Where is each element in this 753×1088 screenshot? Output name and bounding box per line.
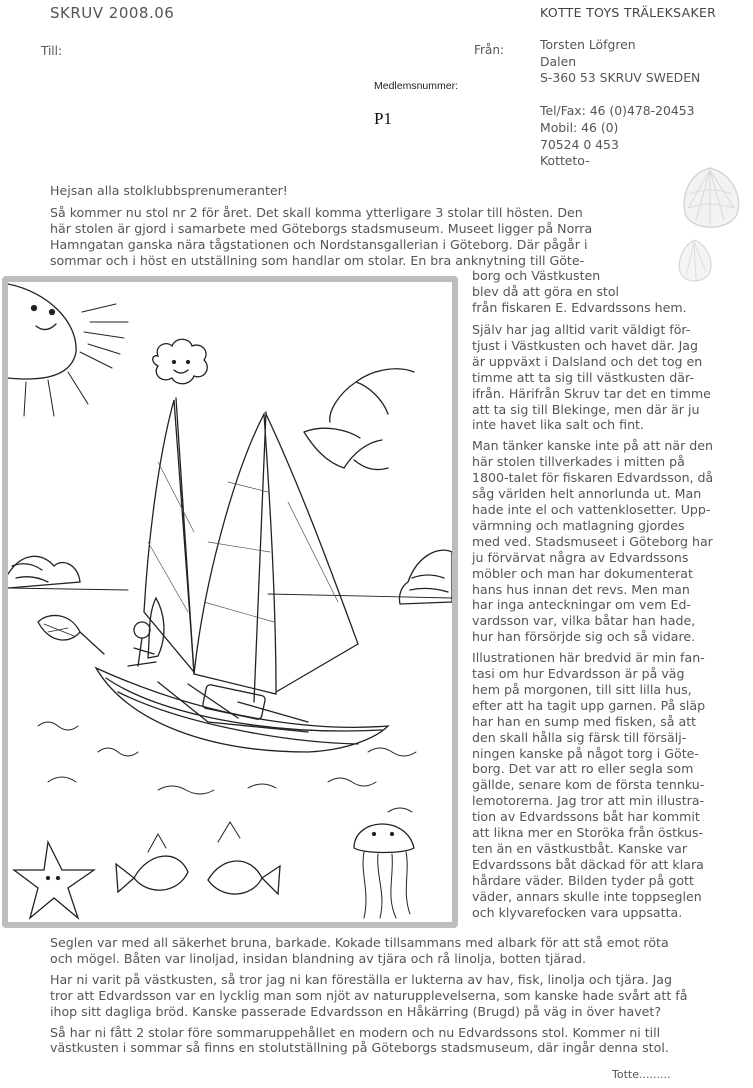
text-line: tion av Edvardssons båt har kommit — [472, 809, 700, 825]
text-line: hem på morgonen, till sitt lilla hus, — [472, 681, 692, 697]
text-line: ju förvärvat några av Edvardssons — [472, 549, 689, 565]
text-line: såg världen helt annorlunda ut. Man — [472, 486, 702, 502]
text-line: hårdare väder. Bilden tyder på gott — [472, 872, 694, 888]
paragraph-smells — [50, 972, 740, 1020]
text-line: har han en sump med fisken, så att — [472, 713, 697, 729]
member-number: P1 — [374, 109, 392, 128]
text-line: väder, annars skulle inte toppseglen — [472, 888, 702, 904]
text-line: västkusten i sommar så finns en stolutställning på Göteborgs stadsmuseum, där ingår denna stol. — [50, 1040, 669, 1056]
paragraph-history — [472, 438, 740, 645]
text-line: borg och Västkusten — [472, 268, 601, 283]
text-line: ihop sitt dagliga bröd. Kanske passerade Edvardsson en Håkärring (Brugd) på väg in över havet? — [50, 1003, 662, 1019]
text-line: sommar och i höst en utställning som handlar om stolar. En bra anknytning till Göte- — [50, 252, 585, 268]
greeting: Hejsan alla stolklubbsprenumeranter! — [50, 183, 288, 198]
sender-extra: Kotteto- — [540, 153, 590, 169]
text-line: Seglen var med all säkerhet bruna, barkade. Kokade tillsammans med albark för att stå emot röta — [50, 935, 669, 950]
text-line: Så har ni fått 2 stolar före sommaruppehållet en modern och nu Edvardssons stol. Kommer ni till — [50, 1024, 661, 1040]
text-line: 1800-talet för fiskaren Edvardsson, då — [472, 470, 714, 486]
text-line: vardsson var, vilka båtar han hade, — [472, 613, 696, 629]
text-line: och mögel. Båten var linoljad, insidan blandning av tjära och rå linolja, botten tjärad. — [50, 950, 586, 966]
member-number-label: Medlemsnummer: — [374, 80, 459, 92]
text-line: och klyvarefocken vara uppsatta. — [472, 904, 683, 920]
text-line: Hamngatan ganska nära tågstationen och Nordstansgallerian i Göteborg. Där pågår i — [50, 236, 588, 252]
text-line: Så kommer nu stol nr 2 för året. Det skall komma ytterligare 3 stolar till hösten. Den — [50, 205, 583, 220]
sender-mobile: Mobil: 46 (0) — [540, 119, 619, 135]
text-line: har inga anteckningar om vem Ed- — [472, 597, 691, 613]
sender-place: Dalen — [540, 53, 577, 69]
text-line: hans hus innan det revs. Men man — [472, 581, 690, 597]
text-line: ningen kanske på något torg i Göte- — [472, 745, 699, 761]
text-line: från fiskaren E. Edvardssons hem. — [472, 299, 687, 315]
paragraph-vastkusten — [472, 322, 740, 433]
sender-address — [540, 37, 700, 170]
text-line: efter att ha tagit upp garnen. På släp — [472, 697, 706, 713]
text-line: lemotorerna. Jag tror att min illustra- — [472, 793, 705, 809]
shell-icon — [676, 164, 744, 234]
sender-mobile-2: 70524 0 453 — [540, 136, 619, 152]
text-line: här stolen tillverkades i mitten på — [472, 454, 685, 470]
text-line: Illustrationen här bredvid är min fan- — [472, 650, 705, 666]
paragraph-sails — [50, 935, 740, 967]
text-line: värmning och matlagning gjordes — [472, 517, 685, 533]
text-line: är uppväxt i Dalsland och det tog en — [472, 353, 703, 369]
text-line: med ved. Stadsmuseet i Göteborg har — [472, 533, 713, 549]
signature: Totte......... — [612, 1068, 671, 1081]
place-date: SKRUV 2008.06 — [50, 4, 175, 22]
sailing-boat-drawing-icon — [8, 282, 452, 922]
intro-paragraph — [50, 205, 660, 269]
text-line: här stolen är gjord i samarbete med Göteborgs stadsmuseum. Museet ligger på Norra — [50, 220, 593, 236]
text-line: gällde, senare kom de första tennku- — [472, 777, 705, 793]
paragraph-closing — [50, 1025, 740, 1057]
text-line: möbler och man har dokumenterat — [472, 565, 693, 581]
text-line: hade inte el och vattenklosetter. Upp- — [472, 501, 711, 517]
till-label: Till: — [41, 44, 63, 58]
fran-label: Från: — [474, 43, 504, 57]
bottom-text — [50, 935, 740, 1061]
text-line: timme att ta sig till västkusten där- — [472, 369, 694, 385]
sender-postal: S-360 53 SKRUV SWEDEN — [540, 70, 701, 86]
text-line: inte havet lika salt och fint. — [472, 417, 644, 433]
text-line: den skall hålla sig färsk till försälj- — [472, 729, 687, 745]
intro-continuation — [472, 268, 732, 316]
company-name: KOTTE TOYS TRÄLEKSAKER — [540, 5, 717, 20]
text-line: Edvardssons båt däckad för att klara — [472, 856, 704, 872]
sender-name: Torsten Löfgren — [540, 37, 636, 52]
text-line: Man tänker kanske inte på att när den — [472, 438, 713, 454]
right-column — [472, 322, 740, 926]
paragraph-illustration — [472, 650, 740, 920]
text-line: borg. Det var att ro eller segla som — [472, 761, 694, 777]
text-line: blev då att göra en stol — [472, 283, 620, 299]
illustration-frame — [2, 276, 458, 928]
text-line: tror att Edvardsson var en lycklig man som njöt av naturupplevelserna, som kanske hade svårt att få — [50, 987, 688, 1003]
text-line: att likna mer en Storöka från östkus- — [472, 825, 704, 841]
text-line: Själv har jag alltid varit väldigt för- — [472, 322, 691, 337]
text-line: tasi om hur Edvardsson är på väg — [472, 666, 685, 682]
text-line: Har ni varit på västkusten, så tror jag ni kan föreställa er lukterna av hav, fisk, linolja och tjära. Jag — [50, 971, 673, 987]
text-line: hur han försörjde sig och så vidare. — [472, 629, 696, 645]
text-line: ten än en västkustbåt. Kanske var — [472, 841, 688, 856]
text-line: att ta sig till Blekinge, men där är ju — [472, 401, 700, 417]
text-line: tjust i Västkusten och havet där. Jag — [472, 337, 699, 353]
sender-telfax: Tel/Fax: 46 (0)478-20453 — [540, 103, 695, 119]
text-line: ifrån. Härifrån Skruv tar det en timme — [472, 385, 711, 401]
